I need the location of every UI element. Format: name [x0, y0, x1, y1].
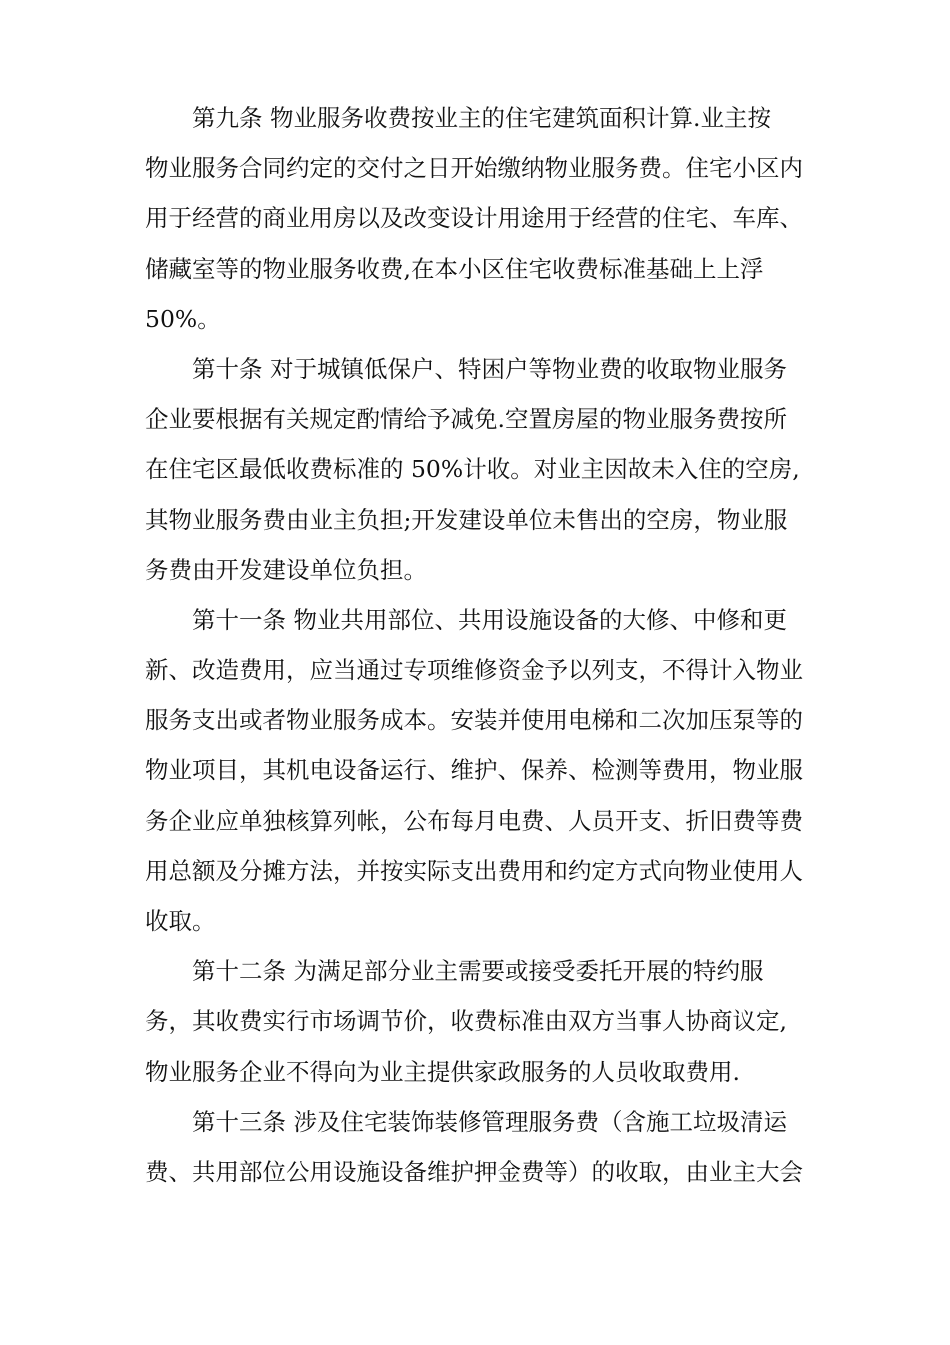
text-line: 物业项目，其机电设备运行、维护、保养、检测等费用，物业服 [145, 756, 803, 785]
text-line: 第十条 对于城镇低保户、特困户等物业费的收取物业服务 [192, 354, 787, 383]
text-line: 50%。 [145, 304, 221, 333]
text-line: 物业服务合同约定的交付之日开始缴纳物业服务费。住宅小区内 [145, 154, 803, 183]
text-line: 在住宅区最低收费标准的 50%计收。对业主因故未入住的空房, [145, 455, 800, 484]
text-line: 企业要根据有关规定酌情给予减免.空置房屋的物业服务费按所 [145, 405, 787, 434]
text-line: 费、共用部位公用设施设备维护押金费等）的收取，由业主大会 [145, 1157, 803, 1186]
text-line: 物业服务企业不得向为业主提供家政服务的人员收取费用. [145, 1057, 740, 1086]
paragraph-article-10 [145, 344, 825, 595]
text-line: 务企业应单独核算列帐，公布每月电费、人员开支、折旧费等费 [145, 806, 803, 835]
text-line: 务，其收费实行市场调节价，收费标准由双方当事人协商议定, [145, 1007, 787, 1036]
paragraph-article-11 [145, 595, 825, 946]
document-body [145, 93, 825, 1197]
text-line: 用于经营的商业用房以及改变设计用途用于经营的住宅、车库、 [145, 204, 803, 233]
text-line: 其物业服务费由业主负担;开发建设单位未售出的空房，物业服 [145, 505, 788, 534]
text-line: 服务支出或者物业服务成本。安装并使用电梯和二次加压泵等的 [145, 706, 803, 735]
paragraph-article-12 [145, 946, 825, 1097]
text-line: 第九条 物业服务收费按业主的住宅建筑面积计算.业主按 [192, 104, 771, 132]
text-line: 务费由开发建设单位负担。 [145, 555, 427, 584]
text-line: 收取。 [145, 907, 216, 935]
text-line: 储藏室等的物业服务收费,在本小区住宅收费标准基础上上浮 [145, 254, 764, 283]
text-line: 第十二条 为满足部分业主需要或接受委托开展的特约服 [192, 957, 764, 986]
text-line: 第十三条 涉及住宅装饰装修管理服务费（含施工垃圾清运 [192, 1107, 787, 1136]
text-line: 新、改造费用，应当通过专项维修资金予以列支，不得计入物业 [145, 656, 803, 685]
text-line: 用总额及分摊方法，并按实际支出费用和约定方式向物业使用人 [145, 856, 803, 885]
paragraph-article-9 [145, 93, 825, 344]
paragraph-article-13 [145, 1097, 825, 1197]
text-line: 第十一条 物业共用部位、共用设施设备的大修、中修和更 [192, 605, 787, 634]
